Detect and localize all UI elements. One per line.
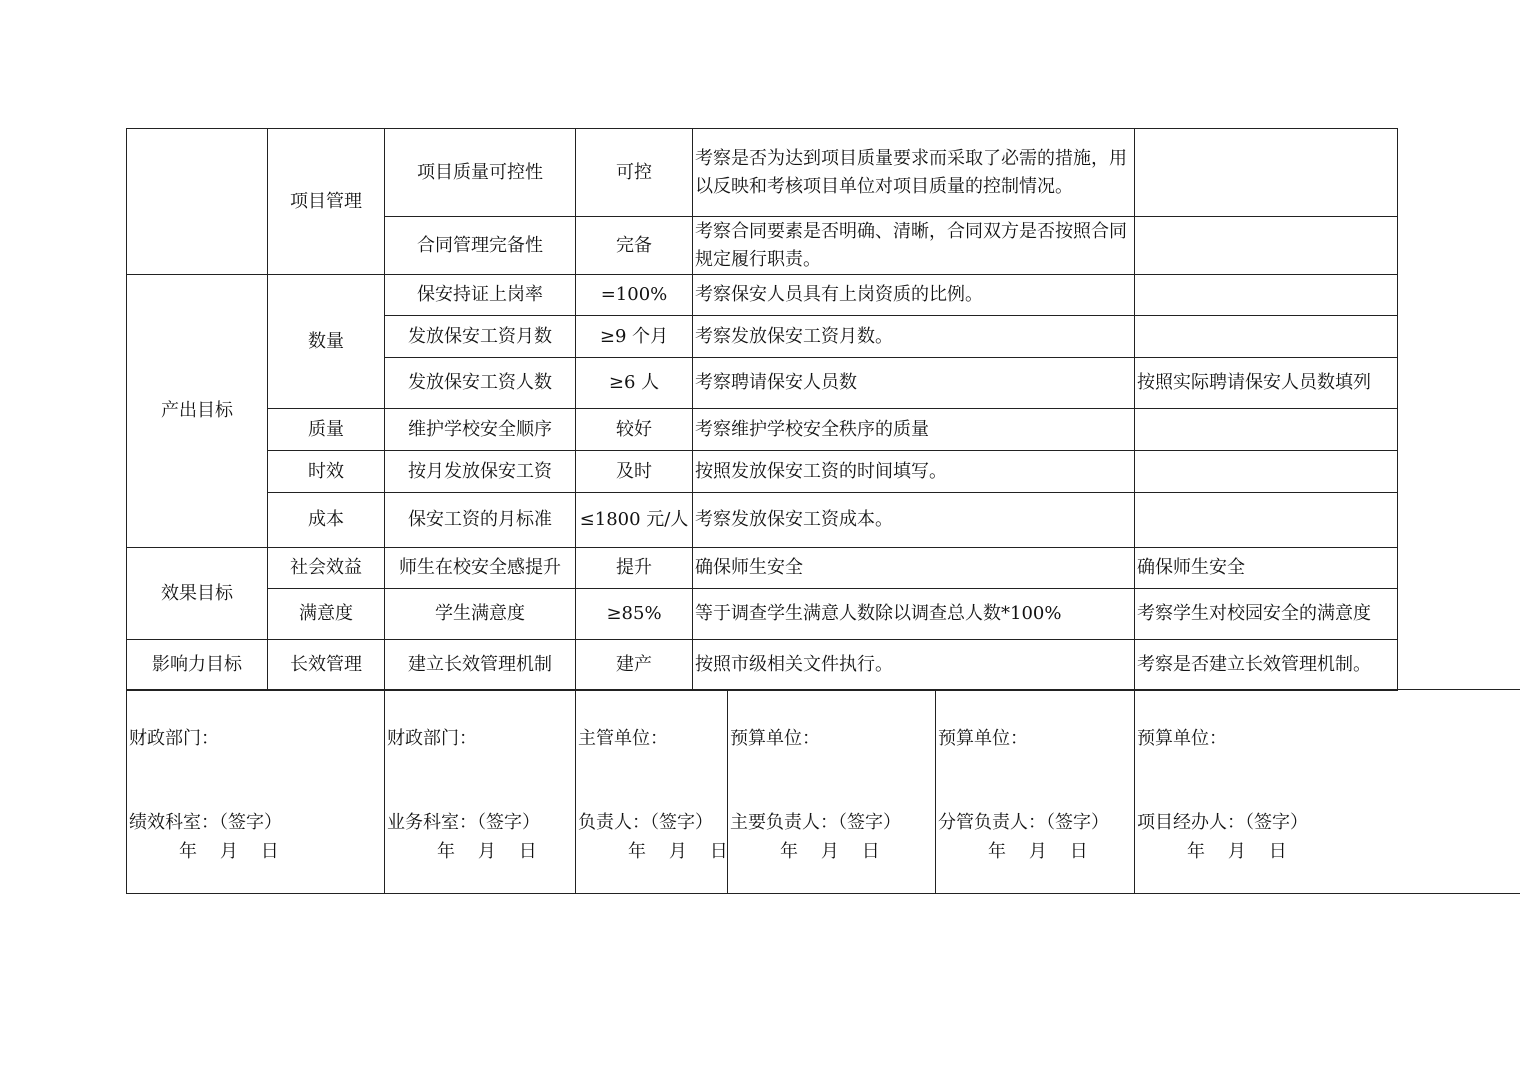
dept-label: 财政部门：: [387, 728, 477, 749]
date-line: [179, 837, 279, 863]
day-label: 日: [1268, 841, 1287, 862]
indicator-cell: 发放保安工资人数: [385, 358, 576, 409]
indicator-cell: 项目质量可控性: [385, 129, 576, 217]
year-label: 年: [179, 841, 197, 862]
signature-cell: [936, 690, 1135, 894]
table-row: [127, 275, 1398, 316]
indicator-cell: 保安持证上岗率: [385, 275, 576, 316]
description-cell: 考察是否为达到项目质量要求而采取了必需的措施，用以反映和考核项目单位对项目质量的控制情况。: [693, 129, 1135, 217]
note-cell: [1135, 129, 1398, 217]
note-cell: 考察是否建立长效管理机制。: [1135, 640, 1398, 691]
value-cell: 提升: [576, 548, 693, 589]
description-cell: 考察维护学校安全秩序的质量: [693, 409, 1135, 451]
description-cell: 考察聘请保安人员数: [693, 358, 1135, 409]
table-row: [127, 129, 1398, 217]
description-cell: 考察合同要素是否明确、清晰，合同双方是否按照合同规定履行职责。: [693, 217, 1135, 275]
date-line: [1187, 837, 1287, 863]
value-cell: 建产: [576, 640, 693, 691]
table-row: [127, 493, 1398, 548]
value-cell: 较好: [576, 409, 693, 451]
month-label: 月: [477, 841, 496, 862]
subcategory-cell: 长效管理: [268, 640, 385, 691]
date-line: [988, 837, 1088, 863]
date-line: [628, 837, 728, 863]
table-row: [127, 640, 1398, 691]
month-label: 月: [1028, 841, 1047, 862]
description-cell: 等于调查学生满意人数除以调查总人数*100%: [693, 589, 1135, 640]
note-cell: 按照实际聘请保安人员数填列: [1135, 358, 1398, 409]
month-label: 月: [219, 841, 238, 862]
indicator-cell: 发放保安工资月数: [385, 316, 576, 358]
note-cell: 考察学生对校园安全的满意度: [1135, 589, 1398, 640]
indicator-cell: 师生在校安全感提升: [385, 548, 576, 589]
note-cell: [1135, 275, 1398, 316]
note-cell: [1135, 409, 1398, 451]
note-cell: [1135, 316, 1398, 358]
subcategory-cell: 质量: [268, 409, 385, 451]
description-cell: 确保师生安全: [693, 548, 1135, 589]
description-cell: 考察保安人员具有上岗资质的比例。: [693, 275, 1135, 316]
month-label: 月: [668, 841, 687, 862]
day-label: 日: [518, 841, 537, 862]
day-label: 日: [260, 841, 279, 862]
value-cell: ≥9 个月: [576, 316, 693, 358]
signer-label: 业务科室：（签字）: [387, 812, 540, 833]
category-cell: 效果目标: [127, 548, 268, 640]
day-label: 日: [709, 841, 728, 862]
value-cell: =100%: [576, 275, 693, 316]
subcategory-cell: 数量: [268, 275, 385, 409]
subcategory-cell: 时效: [268, 451, 385, 493]
signature-row: [127, 690, 1520, 894]
indicator-cell: 维护学校安全顺序: [385, 409, 576, 451]
indicator-cell: 学生满意度: [385, 589, 576, 640]
description-cell: 按照发放保安工资的时间填写。: [693, 451, 1135, 493]
day-label: 日: [1069, 841, 1088, 862]
year-label: 年: [1187, 841, 1205, 862]
note-cell: 确保师生安全: [1135, 548, 1398, 589]
value-cell: 完备: [576, 217, 693, 275]
value-cell: ≥6 人: [576, 358, 693, 409]
table-row: [127, 589, 1398, 640]
signature-table: [126, 689, 1520, 894]
description-cell: 考察发放保安工资月数。: [693, 316, 1135, 358]
value-cell: ≥85%: [576, 589, 693, 640]
dept-label: 预算单位：: [1137, 728, 1227, 749]
signature-cell: [1135, 690, 1520, 894]
performance-indicator-table: [126, 128, 1398, 691]
value-cell: 及时: [576, 451, 693, 493]
year-label: 年: [988, 841, 1006, 862]
year-label: 年: [437, 841, 455, 862]
signature-cell: [576, 690, 728, 894]
value-cell: 可控: [576, 129, 693, 217]
table-row: [127, 451, 1398, 493]
month-label: 月: [1227, 841, 1246, 862]
signer-label: 绩效科室：（签字）: [129, 812, 282, 833]
note-cell: [1135, 451, 1398, 493]
table-row: [127, 409, 1398, 451]
value-cell: ≤1800 元/人: [576, 493, 693, 548]
note-cell: [1135, 217, 1398, 275]
signature-cell: [728, 690, 936, 894]
subcategory-cell: 项目管理: [268, 129, 385, 275]
table-row: [127, 548, 1398, 589]
dept-label: 财政部门：: [129, 728, 219, 749]
category-cell: 产出目标: [127, 275, 268, 548]
category-cell: [127, 129, 268, 275]
month-label: 月: [820, 841, 839, 862]
dept-label: 预算单位：: [938, 728, 1028, 749]
indicator-cell: 建立长效管理机制: [385, 640, 576, 691]
category-cell: 影响力目标: [127, 640, 268, 691]
note-cell: [1135, 493, 1398, 548]
description-cell: 考察发放保安工资成本。: [693, 493, 1135, 548]
signer-label: 主要负责人：（签字）: [730, 812, 901, 833]
dept-label: 预算单位：: [730, 728, 820, 749]
subcategory-cell: 成本: [268, 493, 385, 548]
date-line: [780, 837, 880, 863]
indicator-cell: 保安工资的月标准: [385, 493, 576, 548]
subcategory-cell: 满意度: [268, 589, 385, 640]
subcategory-cell: 社会效益: [268, 548, 385, 589]
year-label: 年: [628, 841, 646, 862]
signer-label: 负责人：（签字）: [578, 812, 713, 833]
day-label: 日: [861, 841, 880, 862]
indicator-cell: 合同管理完备性: [385, 217, 576, 275]
signature-cell: [127, 690, 385, 894]
signature-cell: [385, 690, 576, 894]
signer-label: 分管负责人：（签字）: [938, 812, 1109, 833]
indicator-cell: 按月发放保安工资: [385, 451, 576, 493]
year-label: 年: [780, 841, 798, 862]
date-line: [437, 837, 537, 863]
description-cell: 按照市级相关文件执行。: [693, 640, 1135, 691]
dept-label: 主管单位：: [578, 728, 668, 749]
signer-label: 项目经办人：（签字）: [1137, 812, 1308, 833]
